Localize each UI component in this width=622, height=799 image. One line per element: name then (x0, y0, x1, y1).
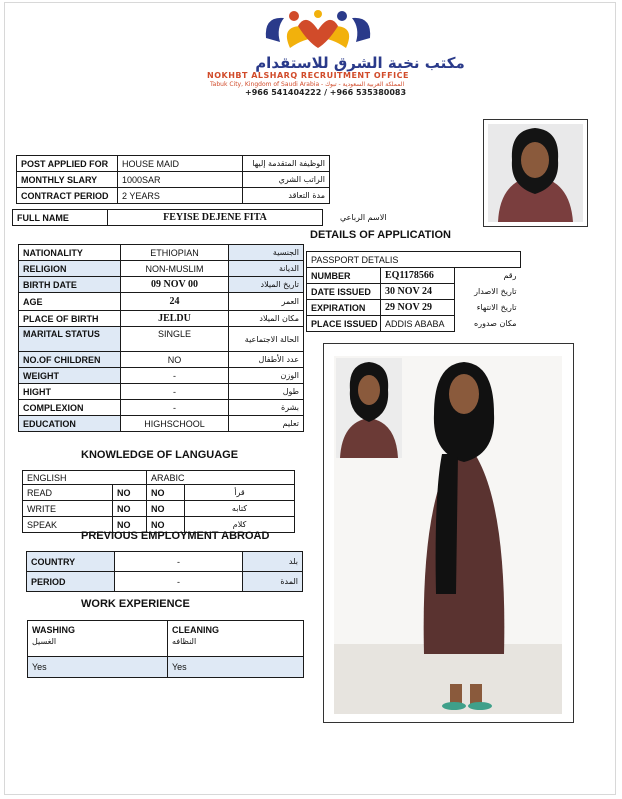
religion-value: NON-MUSLIM (121, 261, 229, 277)
washing-cell (28, 621, 168, 657)
speak-arabic-label: كلام (185, 517, 295, 533)
post-label: POST APPLIED FOR (17, 156, 118, 172)
full-name-table (12, 209, 391, 226)
table-row (17, 156, 330, 172)
children-value: NO (121, 352, 229, 368)
table-row (19, 311, 304, 327)
passport-number-label: NUMBER (307, 268, 381, 284)
english-column-header: ENGLISH (23, 471, 147, 485)
height-arabic-label: طول (229, 384, 304, 400)
passport-photo (483, 119, 588, 227)
period-label: PERIOD (27, 572, 115, 592)
table-row (19, 277, 304, 293)
education-arabic-label: تعليم (229, 416, 304, 432)
table-row (19, 327, 304, 352)
complexion-value: - (121, 400, 229, 416)
table-row (307, 300, 521, 316)
table-row (19, 245, 304, 261)
expiration-value: 29 NOV 29 (381, 300, 455, 316)
marital-status-value: SINGLE (121, 327, 229, 352)
table-row (27, 572, 303, 592)
weight-label: WEIGHT (19, 368, 121, 384)
washing-label: WASHING (32, 625, 76, 635)
table-row (27, 552, 303, 572)
table-row (19, 352, 304, 368)
write-label: WRITE (23, 501, 113, 517)
full-name-value: FEYISE DEJENE FITA (108, 210, 323, 226)
table-row (17, 172, 330, 188)
table-row (307, 284, 521, 300)
table-row (28, 621, 304, 657)
age-arabic-label: العمر (229, 293, 304, 311)
previous-employment-table (26, 551, 303, 592)
education-value: HIGHSCHOOL (121, 416, 229, 432)
full-body-photo (323, 343, 574, 723)
full-name-arabic-label: الاسم الرباعي (339, 213, 387, 222)
write-arabic-value: NO (147, 501, 185, 517)
portrait-photo-icon (484, 120, 587, 226)
country-value: - (115, 552, 243, 572)
age-value: 24 (121, 293, 229, 311)
place-of-birth-value: JELDU (121, 311, 229, 327)
salary-label: MONTHLY SLARY (17, 172, 118, 188)
write-english-value: NO (113, 501, 147, 517)
place-of-birth-label: PLACE OF BIRTH (19, 311, 121, 327)
contract-value: 2 YEARS (118, 188, 243, 204)
washing-value: Yes (28, 657, 168, 678)
language-section-title: KNOWLEDGE OF LANGUAGE (81, 449, 239, 461)
personal-details-table (18, 244, 304, 432)
passport-table (306, 251, 521, 332)
table-row (23, 501, 295, 517)
contract-arabic-label: مدة التعاقد (243, 188, 330, 204)
cleaning-label: CLEANING (172, 625, 219, 635)
agency-title-arabic: مكتب نخبة الشرق للاستقدام (255, 54, 465, 72)
contract-label: CONTRACT PERIOD (17, 188, 118, 204)
agency-address: Tabuk City, Kingdom of Saudi Arabia - المملكة العربية السعودية - تبوك (210, 81, 405, 88)
details-title: DETAILS OF APPLICATION (310, 229, 451, 241)
table-row (19, 400, 304, 416)
marital-status-label: MARITAL STATUS (19, 327, 121, 352)
cleaning-arabic-label: النظافه (172, 637, 197, 646)
period-arabic-label: المدة (243, 572, 303, 592)
table-row (19, 261, 304, 277)
date-issued-label: DATE ISSUED (307, 284, 381, 300)
period-value: - (115, 572, 243, 592)
agency-logo (262, 8, 374, 56)
arabic-column-header: ARABIC (147, 471, 295, 485)
children-arabic-label: عدد الأطفال (229, 352, 304, 368)
speak-arabic-value: NO (147, 517, 185, 533)
logo-figures-icon (262, 8, 374, 56)
height-value: - (121, 384, 229, 400)
read-arabic-label: قرأ (185, 485, 295, 501)
work-experience-title: WORK EXPERIENCE (81, 598, 190, 610)
post-arabic-label: الوظيفة المتقدمة إليها (243, 156, 330, 172)
height-label: HIGHT (19, 384, 121, 400)
country-label: COUNTRY (27, 552, 115, 572)
read-arabic-value: NO (147, 485, 185, 501)
date-issued-arabic-label: تاريخ الاصدار (474, 287, 517, 296)
passport-number-value: EQ1178566 (381, 268, 455, 284)
table-row (307, 268, 521, 284)
table-row (23, 471, 295, 485)
speak-label: SPEAK (23, 517, 113, 533)
table-row (23, 485, 295, 501)
write-arabic-label: كتابه (185, 501, 295, 517)
complexion-label: COMPLEXION (19, 400, 121, 416)
table-row (17, 188, 330, 204)
place-issued-value: ADDIS ABABA (381, 316, 455, 332)
place-issued-arabic-label: مكان صدوره (474, 319, 517, 328)
weight-arabic-label: الوزن (229, 368, 304, 384)
nationality-value: ETHIOPIAN (121, 245, 229, 261)
full-name-label: FULL NAME (13, 210, 108, 226)
agency-phones: +966 541404222 / +966 535380083 (245, 88, 407, 97)
standing-person-photo-icon (324, 344, 573, 722)
agency-title-english: NOKHBT ALSHARQ RECRUITMENT OFFICE (207, 71, 409, 80)
nationality-arabic-label: الجنسية (229, 245, 304, 261)
cleaning-cell (168, 621, 304, 657)
speak-english-value: NO (113, 517, 147, 533)
salary-arabic-label: الراتب الشري (243, 172, 330, 188)
table-row (307, 316, 521, 332)
birth-date-label: BIRTH DATE (19, 277, 121, 293)
table-row (19, 416, 304, 432)
expiration-label: EXPIRATION (307, 300, 381, 316)
nationality-label: NATIONALITY (19, 245, 121, 261)
education-label: EDUCATION (19, 416, 121, 432)
post-value: HOUSE MAID (118, 156, 243, 172)
place-issued-label: PLACE ISSUED (307, 316, 381, 332)
cleaning-value: Yes (168, 657, 304, 678)
passport-title: PASSPORT DETALIS (307, 252, 521, 268)
table-row (13, 210, 391, 226)
table-row (19, 293, 304, 311)
weight-value: - (121, 368, 229, 384)
expiration-arabic-label: تاريخ الانتهاء (476, 303, 517, 312)
religion-arabic-label: الديانة (229, 261, 304, 277)
passport-number-arabic-label: رقم (503, 271, 517, 281)
complexion-arabic-label: بشرة (229, 400, 304, 416)
read-english-value: NO (113, 485, 147, 501)
language-table (22, 470, 295, 533)
religion-label: RELIGION (19, 261, 121, 277)
children-label: NO.OF CHILDREN (19, 352, 121, 368)
age-label: AGE (19, 293, 121, 311)
table-row (307, 252, 521, 268)
country-arabic-label: بلد (243, 552, 303, 572)
marital-status-arabic-label: الحالة الاجتماعية (229, 327, 304, 352)
washing-arabic-label: الغسيل (32, 637, 57, 646)
table-row (19, 368, 304, 384)
work-experience-table (27, 620, 304, 678)
post-table (16, 155, 330, 204)
salary-value: 1000SAR (118, 172, 243, 188)
table-row (28, 657, 304, 678)
birth-date-value: 09 NOV 00 (121, 277, 229, 293)
read-label: READ (23, 485, 113, 501)
place-of-birth-arabic-label: مكان الميلاد (229, 311, 304, 327)
date-issued-value: 30 NOV 24 (381, 284, 455, 300)
previous-employment-title: PREVIOUS EMPLOYMENT ABROAD (81, 530, 270, 542)
birth-date-arabic-label: تاريخ الميلاد (229, 277, 304, 293)
table-row (19, 384, 304, 400)
